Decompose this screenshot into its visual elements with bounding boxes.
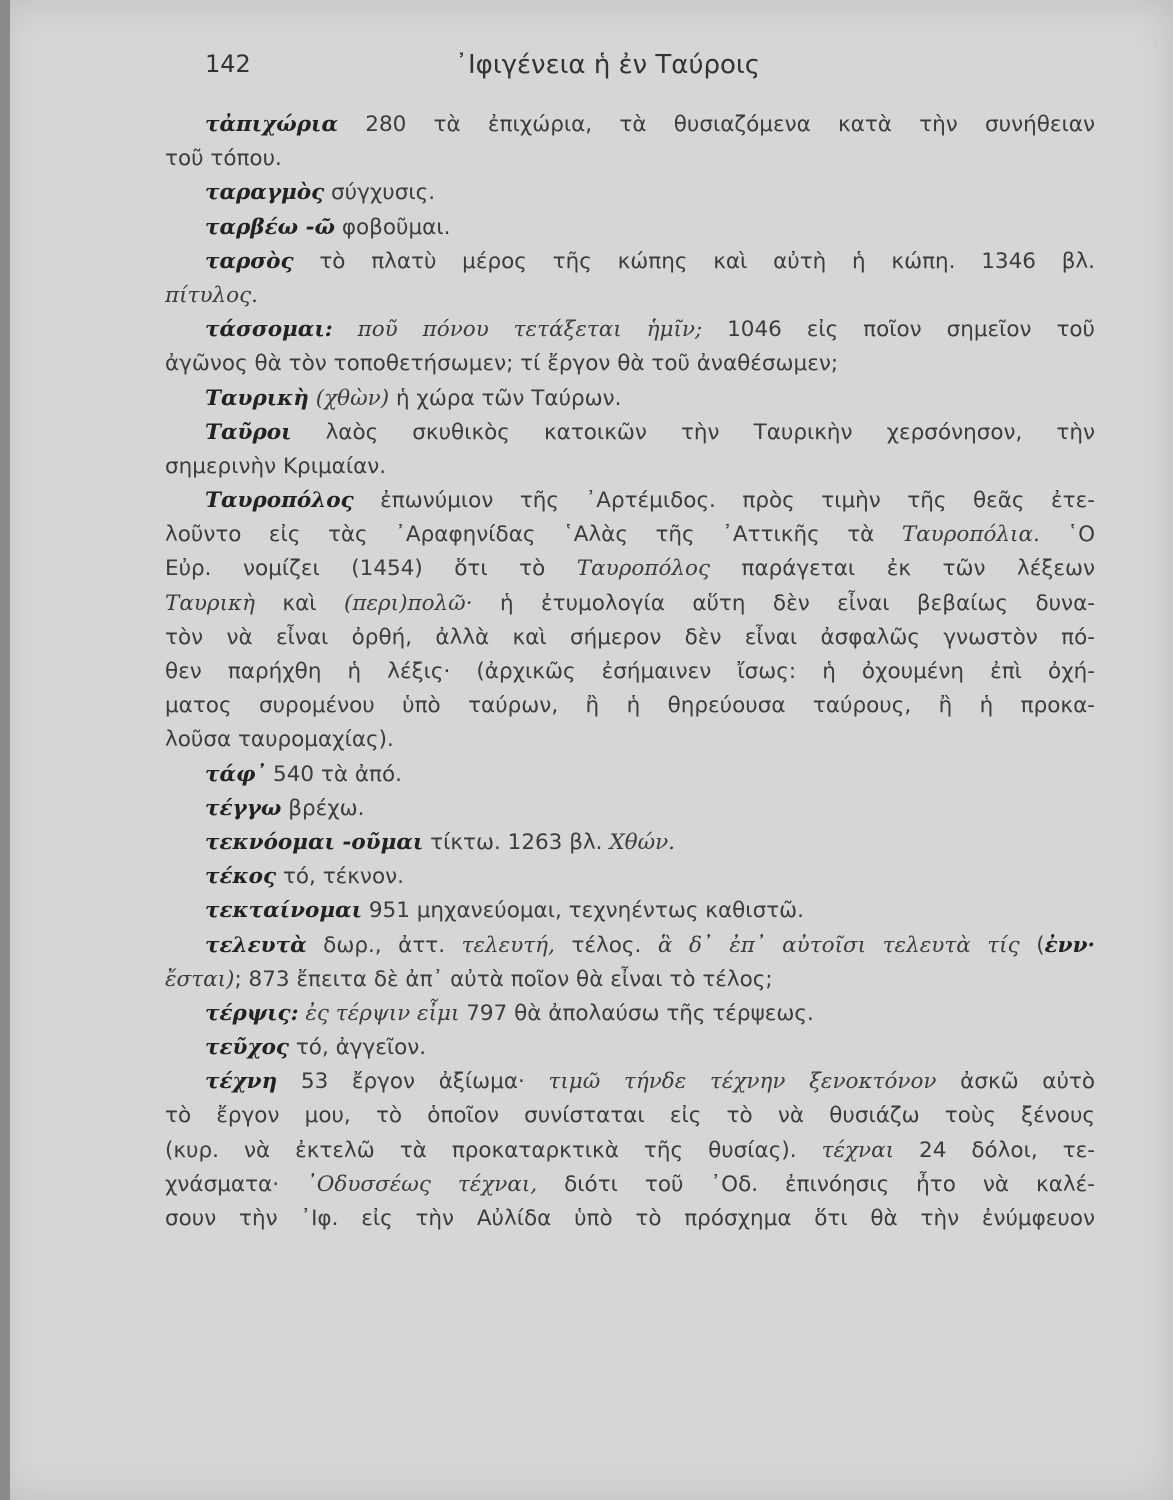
text-line bbox=[165, 826, 1095, 860]
definition-text: 24 δόλοι, τε- bbox=[894, 1137, 1095, 1163]
lemma-headword: Ταυροπόλος bbox=[205, 488, 354, 514]
text-line bbox=[165, 279, 1095, 313]
lemma-headword: ταραγμὸς bbox=[205, 180, 325, 206]
definition-text: δωρ., ἀττ. bbox=[306, 932, 462, 958]
definition-text: τὸ ἔργον μου, τὸ ὁποῖον συνίσταται εἰς τὸ νὰ θυσιάζω τοὺς ξένους bbox=[165, 1103, 1095, 1129]
definition-text: καὶ bbox=[254, 590, 344, 616]
italic-citation: Ταυροπόλος bbox=[576, 556, 710, 582]
definition-text: Εὐρ. νομίζει (1454) ὅτι τὸ bbox=[165, 556, 577, 582]
italic-citation: ἐς τέρψιν εἶμι bbox=[298, 1000, 460, 1026]
text-line bbox=[165, 689, 1095, 723]
italic-citation: (περι)πολῶ· bbox=[343, 590, 473, 616]
definition-text: σύγχυσις. bbox=[324, 180, 436, 206]
page-number: 142 bbox=[205, 50, 251, 78]
italic-citation: Ταυροπόλια. bbox=[901, 522, 1040, 548]
page-edge bbox=[0, 0, 10, 1500]
definition-text: ἐπωνύμιον τῆς ᾿Αρτέμιδος. πρὸς τιμὴν τῆς θεᾶς ἐτε- bbox=[353, 488, 1095, 514]
definition-text: ῾Ο bbox=[1039, 522, 1096, 548]
definition-text: ἡ χώρα τῶν Ταύρων. bbox=[389, 385, 622, 411]
lemma-headword: τέγγω bbox=[205, 795, 282, 821]
text-line bbox=[165, 1031, 1095, 1065]
text-line bbox=[165, 963, 1095, 997]
text-line bbox=[165, 758, 1095, 792]
lemma-headword: τἀπιχώρια bbox=[205, 112, 339, 137]
definition-text: λαὸς σκυθικὸς κατοικῶν τὴν Ταυρικὴν χερσόνησον, τὴν bbox=[291, 419, 1095, 445]
lemma-headword: τάσσομαι: bbox=[205, 317, 333, 343]
lemma-headword: ἐνν· bbox=[1044, 932, 1095, 958]
lemma-headword: τέρψις: bbox=[205, 1000, 299, 1026]
italic-citation: ἃ δ᾿ ἐπ᾿ αὐτοῖσι τελευτὰ τίς bbox=[657, 932, 1020, 958]
definition-text: ματος συρομένου ὑπὸ ταύρων, ἢ ἡ θηρεύουσα ταύρους, ἢ ἡ προκα- bbox=[165, 693, 1095, 719]
definition-text: τὸν νὰ εἶναι ὀρθή, ἀλλὰ καὶ σήμερον δὲν εἶναι ἀσφαλῶς γνωστὸν πό- bbox=[165, 624, 1095, 650]
text-line bbox=[165, 655, 1095, 689]
text-line bbox=[165, 1202, 1095, 1236]
text-line bbox=[165, 416, 1095, 450]
text-line bbox=[165, 621, 1095, 655]
lemma-headword: τεκταίνομαι bbox=[205, 898, 363, 924]
definition-text: (κυρ. νὰ ἐκτελῶ τὰ προκαταρκτικὰ τῆς θυσίας). bbox=[165, 1137, 822, 1163]
lemma-headword: τάφ᾿ bbox=[205, 761, 267, 787]
definition-text: χνάσματα· bbox=[165, 1171, 307, 1197]
italic-citation: ἔσται) bbox=[165, 966, 235, 992]
lemma-headword: τέχνη bbox=[205, 1069, 278, 1095]
text-line bbox=[165, 245, 1095, 279]
text-line bbox=[165, 860, 1095, 894]
italic-citation: τιμῶ τήνδε τέχνην ξενοκτόνον bbox=[548, 1069, 937, 1095]
definition-text: τό, τέκνον. bbox=[276, 864, 404, 890]
italic-citation: Χθών. bbox=[609, 829, 675, 855]
text-line bbox=[165, 929, 1095, 963]
text-line bbox=[165, 723, 1095, 757]
text-line bbox=[165, 176, 1095, 210]
definition-text: τό, ἀγγεῖον. bbox=[289, 1035, 427, 1061]
definition-text: 797 θὰ ἀπολαύσω τῆς τέρψεως. bbox=[459, 1000, 814, 1026]
definition-text: παράγεται ἐκ τῶν λέξεων bbox=[710, 556, 1095, 582]
text-line bbox=[165, 450, 1095, 484]
text-line bbox=[165, 1065, 1095, 1099]
text-line bbox=[165, 792, 1095, 826]
text-line bbox=[165, 552, 1095, 586]
definition-text: διότι τοῦ ᾿Οδ. ἐπινόησις ἦτο νὰ καλέ- bbox=[537, 1171, 1095, 1197]
text-line bbox=[165, 1168, 1095, 1202]
definition-text: 951 μηχανεύομαι, τεχνηέντως καθιστῶ. bbox=[362, 898, 804, 924]
italic-citation: πίτυλος. bbox=[165, 282, 258, 308]
italic-citation: τελευτή, bbox=[461, 932, 555, 958]
text-line bbox=[165, 108, 1095, 142]
definition-text: ( bbox=[1019, 932, 1045, 958]
lemma-headword: τεῦχος bbox=[205, 1035, 290, 1061]
text-line bbox=[165, 313, 1095, 347]
text-line bbox=[165, 142, 1095, 176]
text-line bbox=[165, 347, 1095, 381]
definition-text: ; 873 ἔπειτα δὲ ἀπ᾿ αὐτὰ ποῖον θὰ εἶναι τὸ τέλος; bbox=[234, 966, 773, 992]
running-title: ᾿Ιφιγένεια ἡ ἐν Ταύροις bbox=[455, 50, 760, 80]
lemma-headword: τεκνόομαι -οῦμαι bbox=[205, 829, 424, 855]
italic-citation: ποῦ πόνου τετάξεται ἡμῖν; bbox=[332, 317, 703, 343]
definition-text: τίκτω. 1263 βλ. bbox=[423, 829, 610, 855]
lemma-headword: ταρσὸς bbox=[205, 248, 294, 274]
lemma-headword: τελευτὰ bbox=[205, 932, 307, 958]
definition-text: λοῦντο εἰς τὰς ᾿Αραφηνίδας ῾Αλὰς τῆς ᾿Αττικῆς τὰ bbox=[165, 522, 902, 548]
definition-text: θεν παρήχθη ἡ λέξις· (ἀρχικῶς ἐσήμαινεν ἴσως: ἡ ὀχουμένη ἐπὶ ὀχή- bbox=[165, 659, 1095, 684]
text-line bbox=[165, 1099, 1095, 1133]
definition-text: 1046 εἰς ποῖον σημεῖον τοῦ bbox=[702, 317, 1095, 343]
definition-text: ἀγῶνος θὰ τὸν τοποθετήσωμεν; τί ἔργον θὰ τοῦ ἀναθέσωμεν; bbox=[165, 351, 839, 377]
italic-citation: τέχναι bbox=[821, 1137, 895, 1163]
definition-text: σημερινὴν Κριμαίαν. bbox=[165, 453, 387, 479]
definition-text: ἀσκῶ αὐτὸ bbox=[936, 1069, 1095, 1095]
lemma-headword: ταρβέω -ῶ bbox=[205, 214, 336, 240]
text-line bbox=[165, 587, 1095, 621]
text-line bbox=[165, 997, 1095, 1031]
text-line bbox=[165, 1134, 1095, 1168]
definition-text: τὸ πλατὺ μέρος τῆς κώπης καὶ αὐτὴ ἡ κώπη. 1346 βλ. bbox=[293, 248, 1095, 274]
italic-citation: Ταυρικὴ bbox=[165, 590, 255, 616]
italic-citation: ᾿Οδυσσέως τέχναι, bbox=[306, 1171, 538, 1197]
definition-text: 53 ἔργον ἀξίωμα· bbox=[277, 1069, 549, 1095]
definition-text: τέλος. bbox=[554, 932, 658, 958]
definition-text: φοβοῦμαι. bbox=[335, 214, 451, 240]
definition-text: τοῦ τόπου. bbox=[165, 146, 282, 172]
italic-citation: (χθὼν) bbox=[308, 385, 390, 411]
page-header bbox=[205, 50, 1085, 90]
definition-text: 540 τὰ ἀπό. bbox=[266, 761, 402, 787]
text-line bbox=[165, 894, 1095, 928]
lemma-headword: Ταυρικὴ bbox=[205, 385, 309, 411]
lemma-headword: Ταῦροι bbox=[205, 419, 292, 445]
text-line bbox=[165, 484, 1095, 518]
text-line bbox=[165, 382, 1095, 416]
definition-text: λοῦσα ταυρομαχίας). bbox=[165, 727, 394, 753]
lemma-headword: τέκος bbox=[205, 864, 277, 890]
text-line bbox=[165, 211, 1095, 245]
definition-text: βρέχω. bbox=[281, 795, 365, 821]
definition-text: ἡ ἐτυμολογία αὕτη δὲν εἶναι βεβαίως δυνα- bbox=[472, 590, 1095, 616]
glossary-body bbox=[165, 108, 1095, 1236]
definition-text: σουν τὴν ᾿Ιφ. εἰς τὴν Αὐλίδα ὑπὸ τὸ πρόσχημα ὅτι θὰ τὴν ἐνύμφευον bbox=[165, 1206, 1095, 1231]
definition-text: 280 τὰ ἐπιχώρια, τὰ θυσιαζόμενα κατὰ τὴν συνήθειαν bbox=[338, 112, 1095, 137]
text-line bbox=[165, 518, 1095, 552]
